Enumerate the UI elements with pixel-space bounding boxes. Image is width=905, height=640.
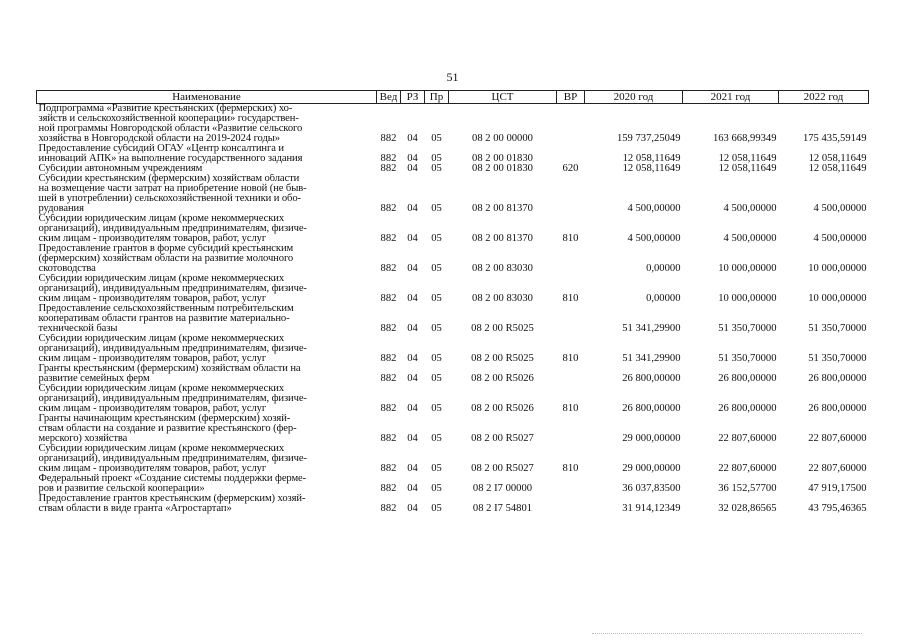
row-rz: 04 bbox=[407, 203, 418, 214]
row-amount-2022: 10 000,00000 bbox=[808, 293, 867, 304]
row-name-line: зяйств и сельскохозяйственной кооперации» государствен- bbox=[38, 113, 299, 124]
col-header-2022: 2022 год bbox=[779, 91, 869, 104]
row-cst: 08 2 I7 00000 bbox=[472, 483, 533, 494]
row-name-line: хозяйства в Новгородской области на 2019-2024 годы» bbox=[38, 133, 280, 144]
row-cst: 08 2 00 R5027 bbox=[471, 433, 534, 444]
row-name-line: технической базы bbox=[38, 323, 118, 334]
row-name-line: организаций), индивидуальным предпринимателям, физиче- bbox=[38, 223, 307, 234]
table-row bbox=[37, 364, 869, 384]
row-ved: 882 bbox=[380, 164, 397, 174]
row-name-line: организаций), индивидуальным предпринимателям, физиче- bbox=[38, 393, 307, 404]
row-name-line: ствам области на создание и развитие крестьянского (фер- bbox=[38, 423, 297, 434]
row-rz: 04 bbox=[407, 323, 418, 334]
table-row bbox=[37, 104, 869, 145]
row-name-line: шей в употреблении) сельскохозяйственной техники и обо- bbox=[38, 193, 301, 204]
row-name bbox=[37, 274, 377, 304]
row-pr: 05 bbox=[431, 233, 442, 244]
row-rz: 04 bbox=[407, 133, 418, 144]
row-vr: 810 bbox=[562, 233, 579, 244]
row-name-line: на возмещение части затрат на приобретение новой (не быв- bbox=[38, 183, 307, 194]
row-name bbox=[37, 214, 377, 244]
row-amount-2022: 4 500,00000 bbox=[813, 203, 867, 214]
row-pr: 05 bbox=[431, 164, 442, 174]
row-pr: 05 bbox=[431, 203, 442, 214]
table-row bbox=[37, 384, 869, 414]
row-amount-2022: 47 919,17500 bbox=[808, 483, 867, 494]
row-pr: 05 bbox=[431, 403, 442, 414]
row-name-line: Субсидии крестьянским (фермерским) хозяйствам области bbox=[38, 174, 300, 184]
row-ved: 882 bbox=[380, 293, 397, 304]
row-amount-2021: 22 807,60000 bbox=[718, 433, 777, 444]
row-amount-2020: 51 341,29900 bbox=[622, 323, 681, 334]
row-name-line: ствам области в виде гранта «Агростартап» bbox=[38, 503, 232, 514]
row-cst: 08 2 00 81370 bbox=[472, 233, 533, 244]
row-cst: 08 2 00 R5026 bbox=[471, 373, 534, 384]
row-name-line: Предоставление грантов крестьянским (фермерским) хозяй- bbox=[38, 494, 306, 504]
row-rz: 04 bbox=[407, 433, 418, 444]
row-cst: 08 2 00 R5027 bbox=[471, 463, 534, 474]
row-cst: 08 2 00 00000 bbox=[472, 133, 533, 144]
table-row bbox=[37, 214, 869, 244]
row-rz: 04 bbox=[407, 263, 418, 274]
row-name bbox=[37, 364, 377, 384]
col-header-rz: РЗ bbox=[401, 91, 425, 104]
row-name-line: Субсидии юридическим лицам (кроме некоммерческих bbox=[38, 274, 285, 284]
row-ved: 882 bbox=[380, 323, 397, 334]
row-ved: 882 bbox=[380, 483, 397, 494]
row-name-line: ским лицам - производителям товаров, работ, услуг bbox=[38, 403, 267, 414]
row-pr: 05 bbox=[431, 503, 442, 514]
row-amount-2022: 26 800,00000 bbox=[808, 403, 867, 414]
row-name bbox=[37, 174, 377, 214]
row-name-line: развитие семейных ферм bbox=[38, 373, 150, 384]
row-vr bbox=[557, 474, 585, 494]
table-row bbox=[37, 334, 869, 364]
row-vr bbox=[557, 104, 585, 145]
row-amount-2022: 175 435,59149 bbox=[802, 133, 867, 144]
table-row bbox=[37, 244, 869, 274]
row-name-line: рудования bbox=[38, 203, 84, 214]
row-vr bbox=[557, 304, 585, 334]
row-cst: 08 2 00 01830 bbox=[472, 153, 533, 164]
row-name-line: ной программы Новгородской области «Развитие сельского bbox=[38, 123, 303, 134]
row-rz: 04 bbox=[407, 463, 418, 474]
row-amount-2020: 29 000,00000 bbox=[622, 433, 681, 444]
row-rz: 04 bbox=[407, 164, 418, 174]
table-row bbox=[37, 474, 869, 494]
row-name bbox=[37, 164, 377, 174]
row-amount-2020: 36 037,83500 bbox=[622, 483, 681, 494]
table-header-row bbox=[37, 91, 869, 104]
row-rz: 04 bbox=[407, 483, 418, 494]
row-amount-2020: 26 800,00000 bbox=[622, 373, 681, 384]
row-cst: 08 2 00 R5025 bbox=[471, 323, 534, 334]
row-ved: 882 bbox=[380, 263, 397, 274]
col-header-pr: Пр bbox=[425, 91, 449, 104]
col-header-2021: 2021 год bbox=[683, 91, 779, 104]
row-amount-2022: 4 500,00000 bbox=[813, 233, 867, 244]
row-rz: 04 bbox=[407, 353, 418, 364]
row-cst: 08 2 00 83030 bbox=[472, 263, 533, 274]
table-row bbox=[37, 274, 869, 304]
row-vr bbox=[557, 414, 585, 444]
row-cst: 08 2 00 81370 bbox=[472, 203, 533, 214]
row-amount-2022: 51 350,70000 bbox=[808, 353, 867, 364]
row-amount-2021: 36 152,57700 bbox=[718, 483, 777, 494]
table-row bbox=[37, 174, 869, 214]
col-header-vr: ВР bbox=[557, 91, 585, 104]
col-header-2020: 2020 год bbox=[585, 91, 683, 104]
row-amount-2020: 12 058,11649 bbox=[622, 153, 681, 164]
row-name-line: инноваций АПК» на выполнение государственного задания bbox=[38, 153, 303, 164]
row-amount-2020: 0,00000 bbox=[646, 293, 681, 304]
table-row bbox=[37, 144, 869, 164]
row-ved: 882 bbox=[380, 503, 397, 514]
row-ved: 882 bbox=[380, 233, 397, 244]
row-ved: 882 bbox=[380, 373, 397, 384]
row-vr bbox=[557, 244, 585, 274]
row-vr bbox=[557, 364, 585, 384]
row-amount-2021: 22 807,60000 bbox=[718, 463, 777, 474]
scan-artifact-line bbox=[592, 633, 862, 636]
row-amount-2020: 29 000,00000 bbox=[622, 463, 681, 474]
row-amount-2021: 10 000,00000 bbox=[718, 263, 777, 274]
row-amount-2020: 4 500,00000 bbox=[627, 203, 681, 214]
row-cst: 08 2 00 83030 bbox=[472, 293, 533, 304]
row-ved: 882 bbox=[380, 353, 397, 364]
row-amount-2022: 22 807,60000 bbox=[808, 463, 867, 474]
row-name bbox=[37, 144, 377, 164]
row-name-line: Гранты крестьянским (фермерским) хозяйствам области на bbox=[38, 364, 301, 374]
budget-table bbox=[36, 90, 869, 514]
row-rz: 04 bbox=[407, 293, 418, 304]
row-pr: 05 bbox=[431, 433, 442, 444]
row-name-line: ским лицам - производителям товаров, работ, услуг bbox=[38, 353, 267, 364]
row-cst: 08 2 00 R5025 bbox=[471, 353, 534, 364]
row-pr: 05 bbox=[431, 153, 442, 164]
row-name-line: Субсидии юридическим лицам (кроме некоммерческих bbox=[38, 214, 285, 224]
row-name-line: мерского) хозяйства bbox=[38, 433, 128, 444]
row-ved: 882 bbox=[380, 463, 397, 474]
row-pr: 05 bbox=[431, 463, 442, 474]
col-header-name: Наименование bbox=[37, 91, 377, 104]
col-header-ved: Вед bbox=[377, 91, 401, 104]
row-amount-2020: 26 800,00000 bbox=[622, 403, 681, 414]
row-amount-2021: 4 500,00000 bbox=[723, 233, 777, 244]
row-name-line: Гранты начинающим крестьянским (фермерским) хозяй- bbox=[38, 414, 291, 424]
row-pr: 05 bbox=[431, 323, 442, 334]
row-ved: 882 bbox=[380, 403, 397, 414]
row-ved: 882 bbox=[380, 153, 397, 164]
row-name-line: организаций), индивидуальным предпринимателям, физиче- bbox=[38, 343, 307, 354]
row-amount-2021: 26 800,00000 bbox=[718, 403, 777, 414]
row-amount-2021: 12 058,11649 bbox=[718, 153, 777, 164]
row-amount-2020: 51 341,29900 bbox=[622, 353, 681, 364]
row-vr: 810 bbox=[562, 293, 579, 304]
page-number: 51 bbox=[446, 70, 459, 84]
row-amount-2021: 51 350,70000 bbox=[718, 353, 777, 364]
row-rz: 04 bbox=[407, 373, 418, 384]
row-amount-2022: 51 350,70000 bbox=[808, 323, 867, 334]
row-ved: 882 bbox=[380, 133, 397, 144]
row-name-line: ским лицам - производителям товаров, работ, услуг bbox=[38, 463, 267, 474]
table-row bbox=[37, 494, 869, 514]
row-pr: 05 bbox=[431, 353, 442, 364]
table-row bbox=[37, 304, 869, 334]
row-vr: 810 bbox=[562, 463, 579, 474]
row-amount-2022: 26 800,00000 bbox=[808, 373, 867, 384]
col-header-cst: ЦСТ bbox=[449, 91, 557, 104]
table-body bbox=[37, 104, 869, 515]
table-row bbox=[37, 414, 869, 444]
row-name-line: организаций), индивидуальным предпринимателям, физиче- bbox=[38, 283, 307, 294]
row-name-line: Субсидии юридическим лицам (кроме некоммерческих bbox=[38, 384, 285, 394]
row-name bbox=[37, 384, 377, 414]
row-name-line: Субсидии юридическим лицам (кроме некоммерческих bbox=[38, 444, 285, 454]
row-name bbox=[37, 104, 377, 145]
row-cst: 08 2 00 R5026 bbox=[471, 403, 534, 414]
row-name bbox=[37, 444, 377, 474]
row-vr bbox=[557, 144, 585, 164]
row-amount-2020: 159 737,25049 bbox=[616, 133, 681, 144]
row-amount-2020: 0,00000 bbox=[646, 263, 681, 274]
row-amount-2020: 31 914,12349 bbox=[622, 503, 681, 514]
row-amount-2021: 32 028,86565 bbox=[718, 503, 777, 514]
row-name bbox=[37, 334, 377, 364]
row-vr: 620 bbox=[562, 164, 579, 174]
row-name bbox=[37, 304, 377, 334]
row-amount-2020: 4 500,00000 bbox=[627, 233, 681, 244]
row-name-line: Субсидии юридическим лицам (кроме некоммерческих bbox=[38, 334, 285, 344]
row-name-line: Федеральный проект «Создание системы поддержки ферме- bbox=[38, 474, 307, 484]
row-vr: 810 bbox=[562, 353, 579, 364]
row-name-line: Субсидии автономным учреждениям bbox=[38, 164, 203, 174]
row-name bbox=[37, 474, 377, 494]
row-name-line: Предоставление грантов в форме субсидий крестьянским bbox=[38, 244, 294, 254]
row-ved: 882 bbox=[380, 203, 397, 214]
row-ved: 882 bbox=[380, 433, 397, 444]
row-name-line: организаций), индивидуальным предпринимателям, физиче- bbox=[38, 453, 307, 464]
table-row bbox=[37, 164, 869, 174]
row-pr: 05 bbox=[431, 373, 442, 384]
row-amount-2022: 12 058,11649 bbox=[808, 153, 867, 164]
row-vr bbox=[557, 174, 585, 214]
row-name-line: Предоставление субсидий ОГАУ «Центр консалтинга и bbox=[38, 144, 284, 154]
row-name bbox=[37, 244, 377, 274]
row-amount-2021: 51 350,70000 bbox=[718, 323, 777, 334]
row-cst: 08 2 I7 54801 bbox=[472, 503, 533, 514]
row-amount-2021: 10 000,00000 bbox=[718, 293, 777, 304]
row-pr: 05 bbox=[431, 133, 442, 144]
row-amount-2022: 22 807,60000 bbox=[808, 433, 867, 444]
row-name-line: Подпрограмма «Развитие крестьянских (фермерских) хо- bbox=[38, 103, 293, 114]
row-rz: 04 bbox=[407, 233, 418, 244]
row-amount-2021: 26 800,00000 bbox=[718, 373, 777, 384]
row-name bbox=[37, 414, 377, 444]
row-pr: 05 bbox=[431, 263, 442, 274]
table-row bbox=[37, 444, 869, 474]
row-pr: 05 bbox=[431, 483, 442, 494]
row-amount-2022: 43 795,46365 bbox=[808, 503, 867, 514]
row-vr bbox=[557, 494, 585, 514]
row-amount-2022: 10 000,00000 bbox=[808, 263, 867, 274]
row-name-line: кооперативам области грантов на развитие материально- bbox=[38, 313, 290, 324]
row-vr: 810 bbox=[562, 403, 579, 414]
row-amount-2022: 12 058,11649 bbox=[808, 164, 867, 174]
row-rz: 04 bbox=[407, 153, 418, 164]
row-amount-2021: 12 058,11649 bbox=[718, 164, 777, 174]
row-name-line: (фермерским) хозяйствам области на развитие молочного bbox=[38, 253, 294, 264]
row-amount-2021: 4 500,00000 bbox=[723, 203, 777, 214]
row-name-line: ским лицам - производителям товаров, работ, услуг bbox=[38, 293, 267, 304]
row-cst: 08 2 00 01830 bbox=[472, 164, 533, 174]
row-amount-2021: 163 668,99349 bbox=[712, 133, 777, 144]
row-name bbox=[37, 494, 377, 514]
row-amount-2020: 12 058,11649 bbox=[622, 164, 681, 174]
row-name-line: скотоводства bbox=[38, 263, 96, 274]
row-name-line: ров и развитие сельской кооперации» bbox=[38, 483, 205, 494]
row-name-line: ским лицам - производителям товаров, работ, услуг bbox=[38, 233, 267, 244]
row-rz: 04 bbox=[407, 503, 418, 514]
row-name-line: Предоставление сельскохозяйственным потребительским bbox=[38, 304, 294, 314]
row-rz: 04 bbox=[407, 403, 418, 414]
row-pr: 05 bbox=[431, 293, 442, 304]
